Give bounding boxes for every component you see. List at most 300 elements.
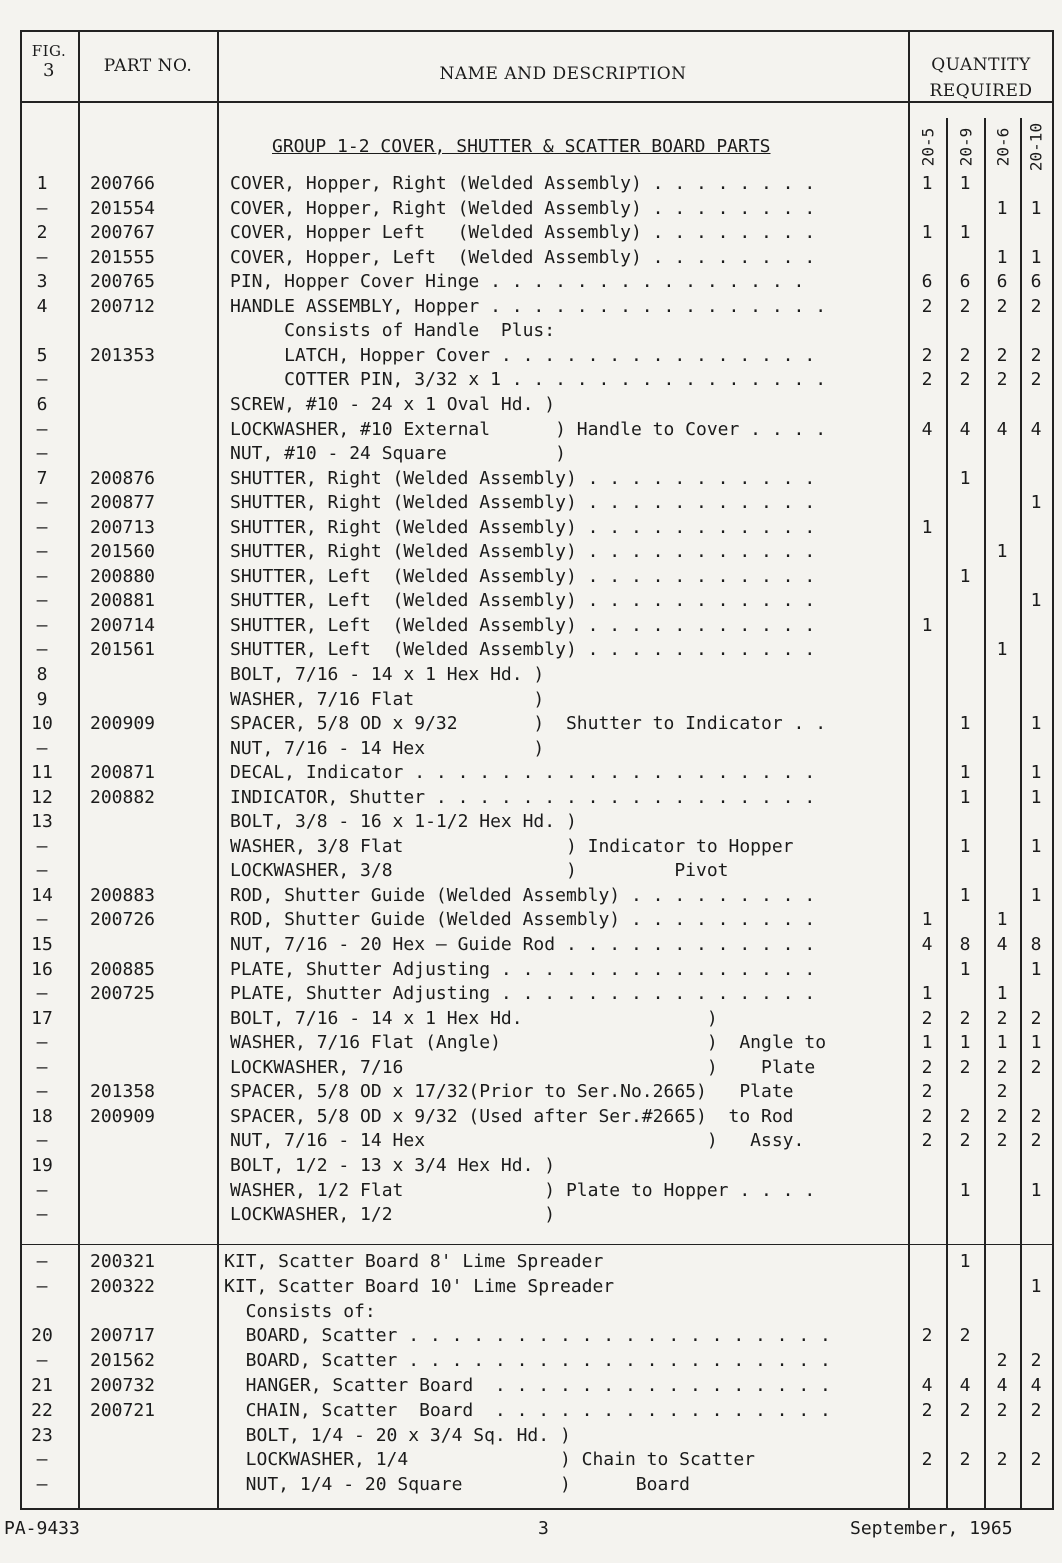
table-row — [0, 1056, 1062, 1080]
quantity-cell: 1 — [1030, 713, 1042, 734]
quantity-cell: 2 — [959, 1130, 971, 1151]
fig-number-cell: 18 — [31, 1106, 53, 1127]
fig-number-cell: — — [36, 738, 48, 759]
quantity-cell: 4 — [921, 1375, 933, 1396]
description-cell: WASHER, 7/16 Flat ) — [230, 689, 545, 710]
table-row — [0, 1399, 1062, 1423]
quantity-cell: 4 — [996, 934, 1008, 955]
fig-number-cell: 22 — [31, 1400, 53, 1421]
quantity-cell: 2 — [996, 1130, 1008, 1151]
description-cell: SHUTTER, Left (Welded Assembly) . . . . . . . . . . . — [230, 615, 816, 636]
quantity-cell: 2 — [996, 1081, 1008, 1102]
description-cell: COTTER PIN, 3/32 x 1 . . . . . . . . . . . . . . . — [230, 369, 827, 390]
quantity-cell: 1 — [921, 615, 933, 636]
quantity-cell: 2 — [959, 296, 971, 317]
description-cell: SHUTTER, Left (Welded Assembly) . . . . . . . . . . . — [230, 566, 816, 587]
header-divider — [20, 101, 1054, 103]
quantity-cell: 1 — [1030, 885, 1042, 906]
fig-number-cell: – — [36, 615, 48, 636]
description-cell: ROD, Shutter Guide (Welded Assembly) . . . . . . . . . — [230, 885, 816, 906]
fig-number-cell: — — [36, 1350, 48, 1371]
part-number-cell: 200726 — [90, 909, 156, 930]
table-row — [0, 418, 1062, 442]
description-cell: LOCKWASHER, 7/16 ) Plate — [230, 1057, 816, 1078]
quantity-cell: 2 — [921, 1130, 933, 1151]
quantity-cell: 2 — [921, 1057, 933, 1078]
table-row — [0, 221, 1062, 245]
table-row — [0, 1080, 1062, 1104]
table-row — [0, 933, 1062, 957]
fig-number-cell: – — [36, 492, 48, 513]
table-row — [0, 884, 1062, 908]
table-row — [0, 1203, 1062, 1227]
table-row — [0, 393, 1062, 417]
quantity-cell: 2 — [996, 296, 1008, 317]
fig-number-cell: — — [36, 1032, 48, 1053]
quantity-cell: 2 — [959, 1008, 971, 1029]
description-cell: SHUTTER, Right (Welded Assembly) . . . . . . . . . . . — [230, 541, 816, 562]
group-title: GROUP 1-2 COVER, SHUTTER & SCATTER BOARD PARTS — [272, 136, 771, 157]
kit-section-divider — [20, 1244, 1054, 1245]
fig-number-cell: – — [36, 198, 48, 219]
part-number-cell: 200713 — [90, 517, 156, 538]
quantity-cell: 4 — [1030, 419, 1042, 440]
description-cell: WASHER, 3/8 Flat ) Indicator to Hopper — [230, 836, 794, 857]
table-row — [0, 712, 1062, 736]
part-number-cell: 200322 — [90, 1276, 156, 1297]
quantity-cell: 2 — [959, 1325, 971, 1346]
part-number-cell: 200714 — [90, 615, 156, 636]
fig-number-cell: 23 — [31, 1425, 53, 1446]
fig-number-cell: 15 — [31, 934, 53, 955]
model-column-header: 20-10 — [1026, 122, 1046, 172]
quantity-cell: 1 — [1030, 247, 1042, 268]
fig-number-cell: — — [36, 1276, 48, 1297]
fig-number-cell: — — [36, 1130, 48, 1151]
top-border — [20, 30, 1054, 32]
table-row — [0, 467, 1062, 491]
quantity-cell: 2 — [959, 1057, 971, 1078]
fig-number-cell: – — [36, 517, 48, 538]
quantity-cell: 2 — [996, 1008, 1008, 1029]
quantity-cell: 2 — [996, 1057, 1008, 1078]
part-number-cell: 201555 — [90, 247, 156, 268]
quantity-cell: 2 — [1030, 1106, 1042, 1127]
quantity-cell: 1 — [959, 468, 971, 489]
table-row — [0, 786, 1062, 810]
table-row — [0, 442, 1062, 466]
table-row — [0, 835, 1062, 859]
table-row — [0, 810, 1062, 834]
table-row — [0, 663, 1062, 687]
part-number-cell: 200321 — [90, 1251, 156, 1272]
quantity-cell: 2 — [1030, 1130, 1042, 1151]
fig-number-cell: 21 — [31, 1375, 53, 1396]
quantity-cell: 2 — [1030, 296, 1042, 317]
table-row — [0, 344, 1062, 368]
description-cell: BOARD, Scatter . . . . . . . . . . . . . . . . . . . . — [224, 1350, 831, 1371]
table-row — [0, 1154, 1062, 1178]
table-row — [0, 1007, 1062, 1031]
table-row — [0, 1424, 1062, 1448]
quantity-cell: 1 — [959, 836, 971, 857]
quantity-cell: 1 — [1030, 787, 1042, 808]
fig-number-cell: 5 — [36, 345, 48, 366]
description-cell: NUT, 7/16 - 14 Hex ) — [230, 738, 545, 759]
description-cell: KIT, Scatter Board 10' Lime Spreader — [224, 1276, 615, 1297]
fig-header — [22, 42, 76, 81]
table-row — [0, 1300, 1062, 1324]
description-cell: LATCH, Hopper Cover . . . . . . . . . . . . . . . — [230, 345, 816, 366]
quantity-cell: 2 — [1030, 1350, 1042, 1371]
table-row — [0, 1129, 1062, 1153]
part-number-cell: 201562 — [90, 1350, 156, 1371]
part-number-cell: 200721 — [90, 1400, 156, 1421]
quantity-cell: 2 — [1030, 369, 1042, 390]
fig-number-cell: – — [36, 443, 48, 464]
fig-number-cell: – — [36, 590, 48, 611]
quantity-cell: 4 — [996, 419, 1008, 440]
description-cell: COVER, Hopper, Right (Welded Assembly) . . . . . . . . — [230, 198, 816, 219]
description-cell: SPACER, 5/8 OD x 9/32 (Used after Ser.#2665) to Rod — [230, 1106, 794, 1127]
table-row — [0, 565, 1062, 589]
description-cell: COVER, Hopper, Right (Welded Assembly) . . . . . . . . — [230, 173, 816, 194]
table-row — [0, 516, 1062, 540]
table-row — [0, 859, 1062, 883]
table-row — [0, 1324, 1062, 1348]
quantity-cell: 4 — [1030, 1375, 1042, 1396]
part-number-cell: 200909 — [90, 1106, 156, 1127]
quantity-cell: 1 — [1030, 198, 1042, 219]
quantity-header — [910, 52, 1052, 104]
table-row — [0, 295, 1062, 319]
quantity-cell: 2 — [1030, 1400, 1042, 1421]
description-cell: HANDLE ASSEMBLY, Hopper . . . . . . . . . . . . . . . . — [230, 296, 827, 317]
part-number-cell: 200876 — [90, 468, 156, 489]
bottom-border — [20, 1508, 1054, 1510]
table-row — [0, 614, 1062, 638]
part-number-cell: 200880 — [90, 566, 156, 587]
quantity-cell: 1 — [996, 247, 1008, 268]
part-number-cell: 200909 — [90, 713, 156, 734]
fig-number: 3 — [43, 60, 55, 81]
quantity-cell: 1 — [959, 1180, 971, 1201]
quantity-cell: 2 — [1030, 345, 1042, 366]
quantity-cell: 2 — [921, 1449, 933, 1470]
description-cell: SHUTTER, Right (Welded Assembly) . . . . . . . . . . . — [230, 468, 816, 489]
fig-number-cell: 4 — [36, 296, 48, 317]
table-row — [0, 982, 1062, 1006]
part-number-cell: 200732 — [90, 1375, 156, 1396]
fig-number-cell: — — [36, 836, 48, 857]
description-cell: Consists of Handle Plus: — [230, 320, 556, 341]
quantity-cell: 4 — [921, 934, 933, 955]
description-cell: WASHER, 1/2 Flat ) Plate to Hopper . . . . — [230, 1180, 816, 1201]
fig-number-cell: — — [36, 983, 48, 1004]
table-row — [0, 319, 1062, 343]
fig-number-cell: – — [36, 419, 48, 440]
quantity-cell: 2 — [921, 1081, 933, 1102]
fig-number-cell: 14 — [31, 885, 53, 906]
table-row — [0, 270, 1062, 294]
fig-number-cell: – — [36, 566, 48, 587]
fig-number-cell: 16 — [31, 959, 53, 980]
part-number-cell: 200766 — [90, 173, 156, 194]
quantity-cell: 4 — [921, 419, 933, 440]
quantity-cell: 1 — [1030, 959, 1042, 980]
table-row — [0, 1374, 1062, 1398]
required-label: REQUIRED — [929, 81, 1033, 101]
part-number-cell: 200877 — [90, 492, 156, 513]
quantity-cell: 2 — [1030, 1008, 1042, 1029]
quantity-cell: 2 — [921, 1106, 933, 1127]
description-cell: SHUTTER, Right (Welded Assembly) . . . . . . . . . . . — [230, 492, 816, 513]
description-cell: SHUTTER, Left (Welded Assembly) . . . . . . . . . . . — [230, 590, 816, 611]
table-row — [0, 1275, 1062, 1299]
quantity-cell: 1 — [921, 1032, 933, 1053]
description-cell: LOCKWASHER, 3/8 ) Pivot — [230, 860, 729, 881]
fig-number-cell: 2 — [36, 222, 48, 243]
part-number-cell: 201561 — [90, 639, 156, 660]
table-row — [0, 737, 1062, 761]
quantity-label: QUANTITY — [931, 55, 1031, 75]
quantity-cell: 1 — [959, 566, 971, 587]
fig-number-cell: — — [36, 1204, 48, 1225]
quantity-cell: 2 — [996, 345, 1008, 366]
table-row — [0, 1473, 1062, 1497]
part-number-cell: 201554 — [90, 198, 156, 219]
description-cell: NUT, 7/16 - 14 Hex ) Assy. — [230, 1130, 805, 1151]
quantity-cell: 1 — [959, 885, 971, 906]
table-row — [0, 246, 1062, 270]
quantity-cell: 1 — [996, 639, 1008, 660]
quantity-cell: 4 — [996, 1375, 1008, 1396]
quantity-cell: 2 — [996, 1449, 1008, 1470]
model-column-header: 20-9 — [956, 127, 976, 167]
quantity-cell: 2 — [921, 1400, 933, 1421]
quantity-cell: 6 — [959, 271, 971, 292]
part-number-cell: 200871 — [90, 762, 156, 783]
quantity-cell: 2 — [996, 1106, 1008, 1127]
quantity-cell: 1 — [959, 762, 971, 783]
description-cell: BOLT, 7/16 - 14 x 1 Hex Hd. ) — [230, 664, 545, 685]
description-cell: DECAL, Indicator . . . . . . . . . . . . . . . . . . . — [230, 762, 816, 783]
quantity-cell: 2 — [959, 1106, 971, 1127]
quantity-cell: 6 — [1030, 271, 1042, 292]
table-row — [0, 172, 1062, 196]
quantity-cell: 6 — [996, 271, 1008, 292]
quantity-cell: 2 — [996, 369, 1008, 390]
quantity-cell: 2 — [921, 345, 933, 366]
quantity-cell: 1 — [921, 222, 933, 243]
quantity-cell: 2 — [921, 1325, 933, 1346]
description-cell: BOLT, 7/16 - 14 x 1 Hex Hd. ) — [230, 1008, 718, 1029]
description-cell: COVER, Hopper, Left (Welded Assembly) . . . . . . . . — [230, 247, 816, 268]
description-cell: SHUTTER, Right (Welded Assembly) . . . . . . . . . . . — [230, 517, 816, 538]
fig-number-cell: 6 — [36, 394, 48, 415]
description-cell: SHUTTER, Left (Welded Assembly) . . . . . . . . . . . — [230, 639, 816, 660]
quantity-cell: 2 — [921, 296, 933, 317]
fig-number-cell: – — [36, 541, 48, 562]
quantity-cell: 1 — [1030, 836, 1042, 857]
part-number-cell: 201358 — [90, 1081, 156, 1102]
quantity-cell: 8 — [959, 934, 971, 955]
description-cell: WASHER, 7/16 Flat (Angle) ) Angle to — [230, 1032, 827, 1053]
quantity-cell: 1 — [1030, 762, 1042, 783]
description-cell: BOLT, 1/4 - 20 x 3/4 Sq. Hd. ) — [224, 1425, 571, 1446]
quantity-cell: 1 — [959, 713, 971, 734]
description-cell: HANGER, Scatter Board . . . . . . . . . . . . . . . . — [224, 1375, 831, 1396]
quantity-cell: 1 — [959, 787, 971, 808]
fig-label: FIG. — [31, 42, 67, 60]
quantity-cell: 1 — [959, 1251, 971, 1272]
fig-number-cell: 19 — [31, 1155, 53, 1176]
fig-number-cell: — — [36, 860, 48, 881]
table-row — [0, 197, 1062, 221]
description-cell: SCREW, #10 - 24 x 1 Oval Hd. ) — [230, 394, 556, 415]
fig-number-cell: 10 — [31, 713, 53, 734]
quantity-cell: 1 — [959, 222, 971, 243]
table-row — [0, 491, 1062, 515]
description-cell: Consists of: — [224, 1301, 376, 1322]
table-row — [0, 368, 1062, 392]
description-cell: BOLT, 3/8 - 16 x 1-1/2 Hex Hd. ) — [230, 811, 577, 832]
quantity-cell: 1 — [959, 173, 971, 194]
quantity-cell: 2 — [959, 1400, 971, 1421]
quantity-cell: 1 — [959, 1032, 971, 1053]
part-number-cell: 201353 — [90, 345, 156, 366]
quantity-cell: 6 — [921, 271, 933, 292]
description-cell: LOCKWASHER, 1/4 ) Chain to Scatter — [224, 1449, 756, 1470]
fig-number-cell: — — [36, 1081, 48, 1102]
quantity-cell: 2 — [996, 1350, 1008, 1371]
quantity-cell: 2 — [921, 369, 933, 390]
description-cell: KIT, Scatter Board 8' Lime Spreader — [224, 1251, 604, 1272]
quantity-cell: 1 — [921, 909, 933, 930]
description-cell: LOCKWASHER, 1/2 ) — [230, 1204, 556, 1225]
name-description-header: NAME AND DESCRIPTION — [439, 64, 687, 84]
quantity-cell: 2 — [959, 369, 971, 390]
description-cell: BOARD, Scatter . . . . . . . . . . . . . . . . . . . . — [224, 1325, 831, 1346]
quantity-cell: 2 — [996, 1400, 1008, 1421]
part-number-cell: 200882 — [90, 787, 156, 808]
table-row — [0, 761, 1062, 785]
fig-number-cell: 20 — [31, 1325, 53, 1346]
description-cell: NUT, 1/4 - 20 Square ) Board — [224, 1474, 690, 1495]
fig-number-cell: – — [36, 639, 48, 660]
fig-number-cell: 12 — [31, 787, 53, 808]
fig-number-cell: 9 — [36, 689, 48, 710]
description-cell: NUT, #10 - 24 Square ) — [230, 443, 566, 464]
fig-number-cell: 7 — [36, 468, 48, 489]
description-cell: SPACER, 5/8 OD x 17/32(Prior to Ser.No.2665) Plate — [230, 1081, 794, 1102]
description-cell: ROD, Shutter Guide (Welded Assembly) . . . . . . . . . — [230, 909, 816, 930]
quantity-cell: 1 — [996, 909, 1008, 930]
fig-number-cell: – — [36, 369, 48, 390]
quantity-cell: 2 — [959, 345, 971, 366]
page-number: 3 — [538, 1518, 549, 1539]
part-number-cell: 200881 — [90, 590, 156, 611]
quantity-cell: 1 — [996, 983, 1008, 1004]
quantity-cell: 4 — [959, 1375, 971, 1396]
table-row — [0, 1031, 1062, 1055]
table-row — [0, 1448, 1062, 1472]
part-number-cell: 200765 — [90, 271, 156, 292]
fig-number-cell: — — [36, 909, 48, 930]
quantity-cell: 2 — [921, 1008, 933, 1029]
description-cell: PLATE, Shutter Adjusting . . . . . . . . . . . . . . . — [230, 983, 816, 1004]
fig-number-cell: — — [36, 1057, 48, 1078]
fig-number-cell: 13 — [31, 811, 53, 832]
quantity-cell: 1 — [1030, 590, 1042, 611]
quantity-cell: 1 — [996, 541, 1008, 562]
quantity-cell: 1 — [1030, 492, 1042, 513]
part-number-cell: 200725 — [90, 983, 156, 1004]
part-number-cell: 200883 — [90, 885, 156, 906]
quantity-cell: 1 — [921, 173, 933, 194]
quantity-cell: 2 — [1030, 1449, 1042, 1470]
table-row — [0, 540, 1062, 564]
fig-number-cell: 8 — [36, 664, 48, 685]
fig-number-cell: — — [36, 1474, 48, 1495]
fig-number-cell: 3 — [36, 271, 48, 292]
part-number-cell: 201560 — [90, 541, 156, 562]
description-cell: BOLT, 1/2 - 13 x 3/4 Hex Hd. ) — [230, 1155, 556, 1176]
part-number-cell: 200717 — [90, 1325, 156, 1346]
quantity-cell: 1 — [959, 959, 971, 980]
table-row — [0, 958, 1062, 982]
table-row — [0, 908, 1062, 932]
fig-number-cell: – — [36, 247, 48, 268]
fig-number-cell: 1 — [36, 173, 48, 194]
description-cell: COVER, Hopper Left (Welded Assembly) . . . . . . . . — [230, 222, 816, 243]
fig-number-cell: — — [36, 1251, 48, 1272]
description-cell: CHAIN, Scatter Board . . . . . . . . . . . . . . . . — [224, 1400, 831, 1421]
part-number-cell: 200885 — [90, 959, 156, 980]
table-row — [0, 1250, 1062, 1274]
quantity-cell: 1 — [996, 198, 1008, 219]
table-row — [0, 1349, 1062, 1373]
part-no-header: PART NO. — [103, 56, 193, 76]
table-row — [0, 1179, 1062, 1203]
fig-number-cell: 11 — [31, 762, 53, 783]
quantity-cell: 1 — [921, 517, 933, 538]
table-row — [0, 638, 1062, 662]
publication-date: September, 1965 — [850, 1518, 1013, 1539]
fig-number-cell: — — [36, 1449, 48, 1470]
model-column-header: 20-6 — [993, 127, 1013, 167]
fig-number-cell: — — [36, 1180, 48, 1201]
description-cell: PIN, Hopper Cover Hinge . . . . . . . . . . . . . . . — [230, 271, 805, 292]
description-cell: INDICATOR, Shutter . . . . . . . . . . . . . . . . . . — [230, 787, 816, 808]
description-cell: SPACER, 5/8 OD x 9/32 ) Shutter to Indicator . . — [230, 713, 827, 734]
part-number-cell: 200767 — [90, 222, 156, 243]
quantity-cell: 2 — [1030, 1057, 1042, 1078]
table-row — [0, 1105, 1062, 1129]
part-number-cell: 200712 — [90, 296, 156, 317]
quantity-cell: 1 — [1030, 1276, 1042, 1297]
description-cell: NUT, 7/16 - 20 Hex — Guide Rod . . . . . . . . . . . . — [230, 934, 816, 955]
model-column-header: 20-5 — [918, 127, 938, 167]
quantity-cell: 1 — [921, 983, 933, 1004]
quantity-cell: 8 — [1030, 934, 1042, 955]
description-cell: LOCKWASHER, #10 External ) Handle to Cover . . . . — [230, 419, 827, 440]
quantity-cell: 1 — [996, 1032, 1008, 1053]
quantity-cell: 1 — [1030, 1032, 1042, 1053]
document-code: PA-9433 — [4, 1518, 80, 1539]
quantity-cell: 2 — [959, 1449, 971, 1470]
quantity-cell: 1 — [1030, 1180, 1042, 1201]
